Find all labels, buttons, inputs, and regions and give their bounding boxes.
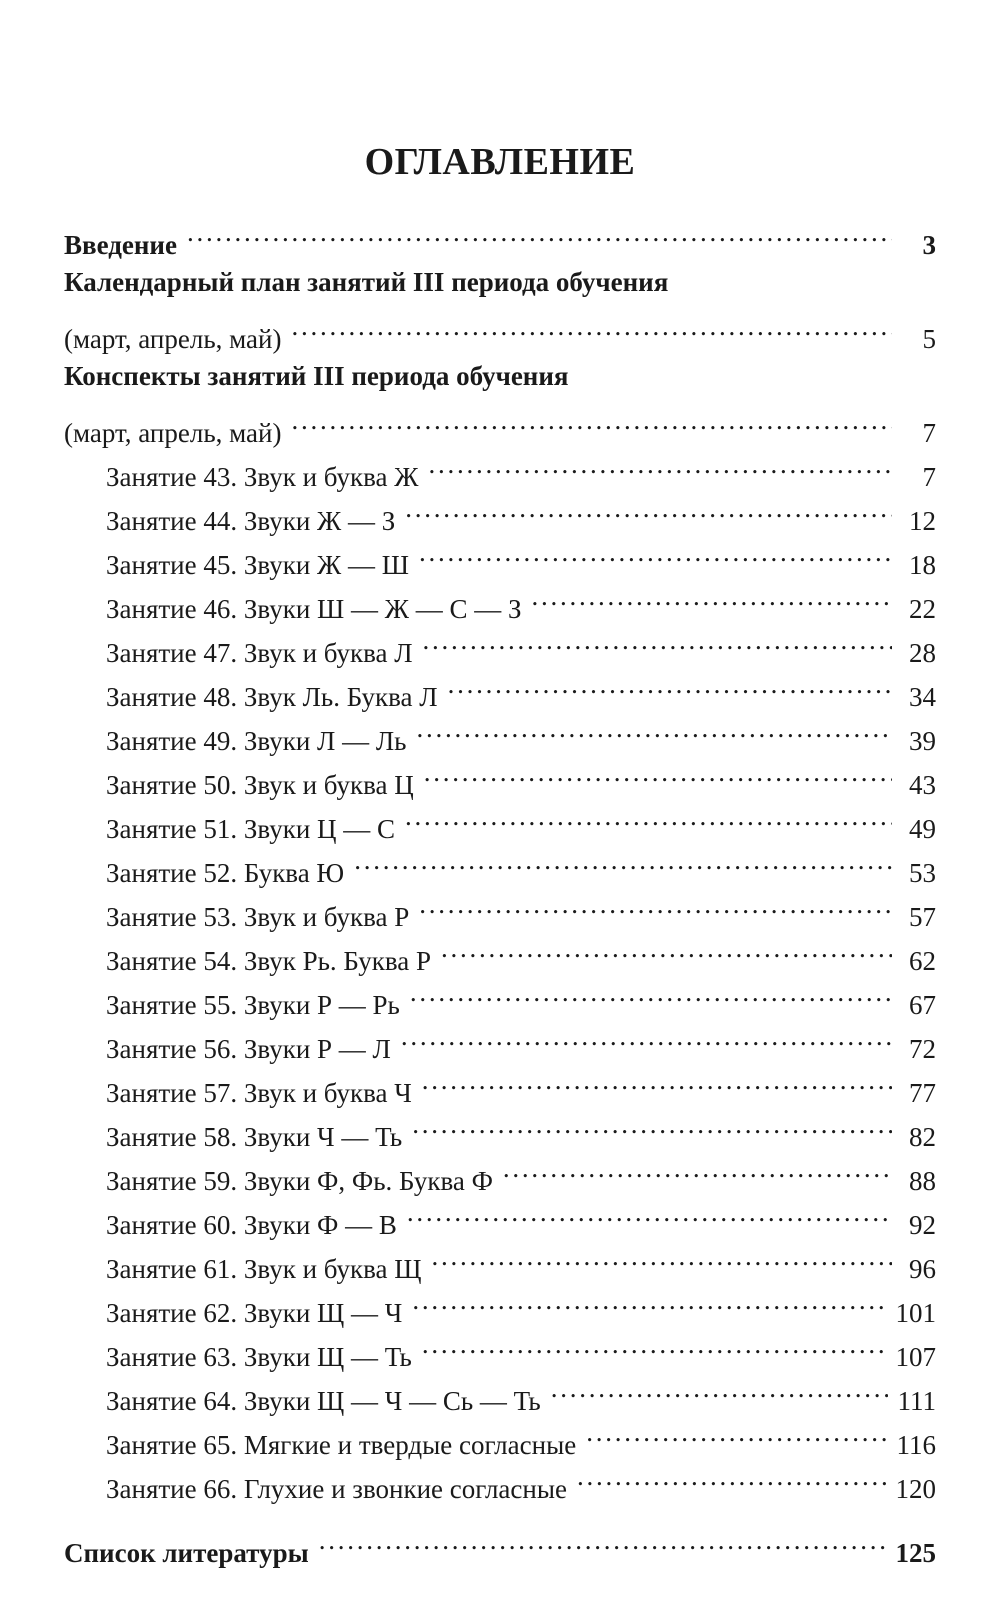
toc-page-number: 5 — [922, 324, 936, 354]
toc-page-number: 57 — [909, 902, 936, 932]
toc-entry-notes — [64, 398, 936, 448]
dot-leader — [428, 442, 892, 486]
toc-entry-label: Занятие 63. Звуки Щ — Ть — [106, 1342, 412, 1372]
toc-page-number: 43 — [909, 770, 936, 800]
toc-entry-label: Занятие 64. Звуки Щ — Ч — Сь — Ть — [106, 1386, 541, 1416]
toc-entry-label: Занятие 55. Звуки Р — Рь — [106, 990, 400, 1020]
toc-page-number: 125 — [895, 1538, 936, 1568]
dot-leader — [532, 574, 893, 618]
toc-entry-label: Занятие 50. Звук и буква Ц — [106, 770, 414, 800]
toc-heading-calendar-plan: Календарный план занятий III периода обучения — [64, 267, 669, 297]
page-title: ОГЛАВЛЕНИЕ — [364, 141, 636, 183]
toc-entry-label: Занятие 62. Звуки Щ — Ч — [106, 1298, 403, 1328]
dot-leader — [187, 210, 892, 254]
toc-entry-label: Занятие 53. Звук и буква Р — [106, 902, 410, 932]
dot-leader — [419, 882, 892, 926]
toc-page-number: 3 — [922, 230, 936, 260]
dot-leader — [407, 1190, 892, 1234]
toc-heading-notes: Конспекты занятий III периода обучения — [64, 361, 569, 391]
toc-entry-label: Занятие 57. Звук и буква Ч — [106, 1078, 412, 1108]
toc-page-number: 96 — [909, 1254, 936, 1284]
toc-entry-label: Список литературы — [64, 1538, 309, 1568]
dot-leader — [551, 1366, 888, 1410]
dot-leader — [291, 304, 892, 348]
toc-page-number: 53 — [909, 858, 936, 888]
toc-entry-label: Занятие 58. Звуки Ч — Ть — [106, 1122, 403, 1152]
toc-page-number: 12 — [909, 506, 936, 536]
toc-entry-label: Занятие 60. Звуки Ф — В — [106, 1210, 397, 1240]
toc-page-number: 77 — [909, 1078, 936, 1108]
toc-page-number: 116 — [896, 1430, 936, 1460]
toc-page-number: 49 — [909, 814, 936, 844]
dot-leader — [577, 1454, 886, 1498]
toc-page-number: 34 — [909, 682, 936, 712]
toc-entry-label: Занятие 46. Звуки Ш — Ж — С — З — [106, 594, 522, 624]
dot-leader — [416, 706, 892, 750]
dot-leader — [405, 794, 892, 838]
toc-page-number: 7 — [922, 418, 936, 448]
toc-entry-calendar-plan — [64, 304, 936, 354]
toc-entry-introduction — [64, 210, 936, 260]
toc-entry-label: Занятие 49. Звуки Л — Ль — [106, 726, 407, 756]
toc-page-number: 92 — [909, 1210, 936, 1240]
toc-entry-label: Занятие 65. Мягкие и твердые согласные — [106, 1430, 577, 1460]
toc-page-number: 67 — [909, 990, 936, 1020]
dot-leader — [423, 618, 892, 662]
lesson-list — [64, 442, 936, 1504]
toc-page-number: 22 — [909, 594, 936, 624]
dot-leader — [401, 1014, 892, 1058]
toc-page-number: 18 — [909, 550, 936, 580]
dot-leader — [431, 1234, 892, 1278]
toc-entry-label: Занятие 44. Звуки Ж — З — [106, 506, 396, 536]
toc-entry-label: (март, апрель, май) — [64, 418, 282, 448]
toc-page-number: 7 — [922, 462, 936, 492]
toc-entry-label: Занятие 61. Звук и буква Щ — [106, 1254, 422, 1284]
dot-leader — [412, 1102, 892, 1146]
toc-entry-label: Занятие 54. Звук Рь. Буква Р — [106, 946, 432, 976]
dot-leader — [410, 970, 892, 1014]
dot-leader — [448, 662, 892, 706]
dot-leader — [291, 398, 892, 442]
toc-page-number: 107 — [895, 1342, 936, 1372]
toc-entry-label: Занятие 66. Глухие и звонкие согласные — [106, 1474, 567, 1504]
toc-page-number: 88 — [909, 1166, 936, 1196]
toc-entry-label: Занятие 56. Звуки Р — Л — [106, 1034, 391, 1064]
toc-entry-label: Занятие 51. Звуки Ц — С — [106, 814, 396, 844]
dot-leader — [586, 1410, 886, 1454]
toc-entry-label: (март, апрель, май) — [64, 324, 282, 354]
toc-entry-label: Занятие 48. Звук Ль. Буква Л — [106, 682, 438, 712]
dot-leader — [422, 1058, 892, 1102]
toc-page-number: 62 — [909, 946, 936, 976]
dot-leader — [424, 750, 892, 794]
dot-leader — [412, 1278, 885, 1322]
toc-entry-label: Занятие 45. Звуки Ж — Ш — [106, 550, 409, 580]
toc-entry-label: Занятие 43. Звук и буква Ж — [106, 462, 419, 492]
toc-page-number: 120 — [895, 1474, 936, 1504]
toc-entry-label: Введение — [64, 230, 177, 260]
toc-entry-label: Занятие 47. Звук и буква Л — [106, 638, 413, 668]
dot-leader — [419, 530, 892, 574]
toc-page-number: 101 — [895, 1298, 936, 1328]
toc-page-number: 28 — [909, 638, 936, 668]
dot-leader — [441, 926, 892, 970]
toc-entry-bibliography — [64, 1518, 936, 1568]
dot-leader — [354, 838, 892, 882]
toc-entry-label: Занятие 52. Буква Ю — [106, 858, 345, 888]
toc-page-number: 72 — [909, 1034, 936, 1064]
dot-leader — [503, 1146, 892, 1190]
toc-page-number: 111 — [897, 1386, 936, 1416]
toc-page-number: 39 — [909, 726, 936, 756]
toc-entry-label: Занятие 59. Звуки Ф, Фь. Буква Ф — [106, 1166, 493, 1196]
dot-leader — [405, 486, 892, 530]
toc-page-number: 82 — [909, 1122, 936, 1152]
table-of-contents — [64, 210, 936, 1568]
dot-leader — [319, 1518, 886, 1562]
dot-leader — [422, 1322, 886, 1366]
